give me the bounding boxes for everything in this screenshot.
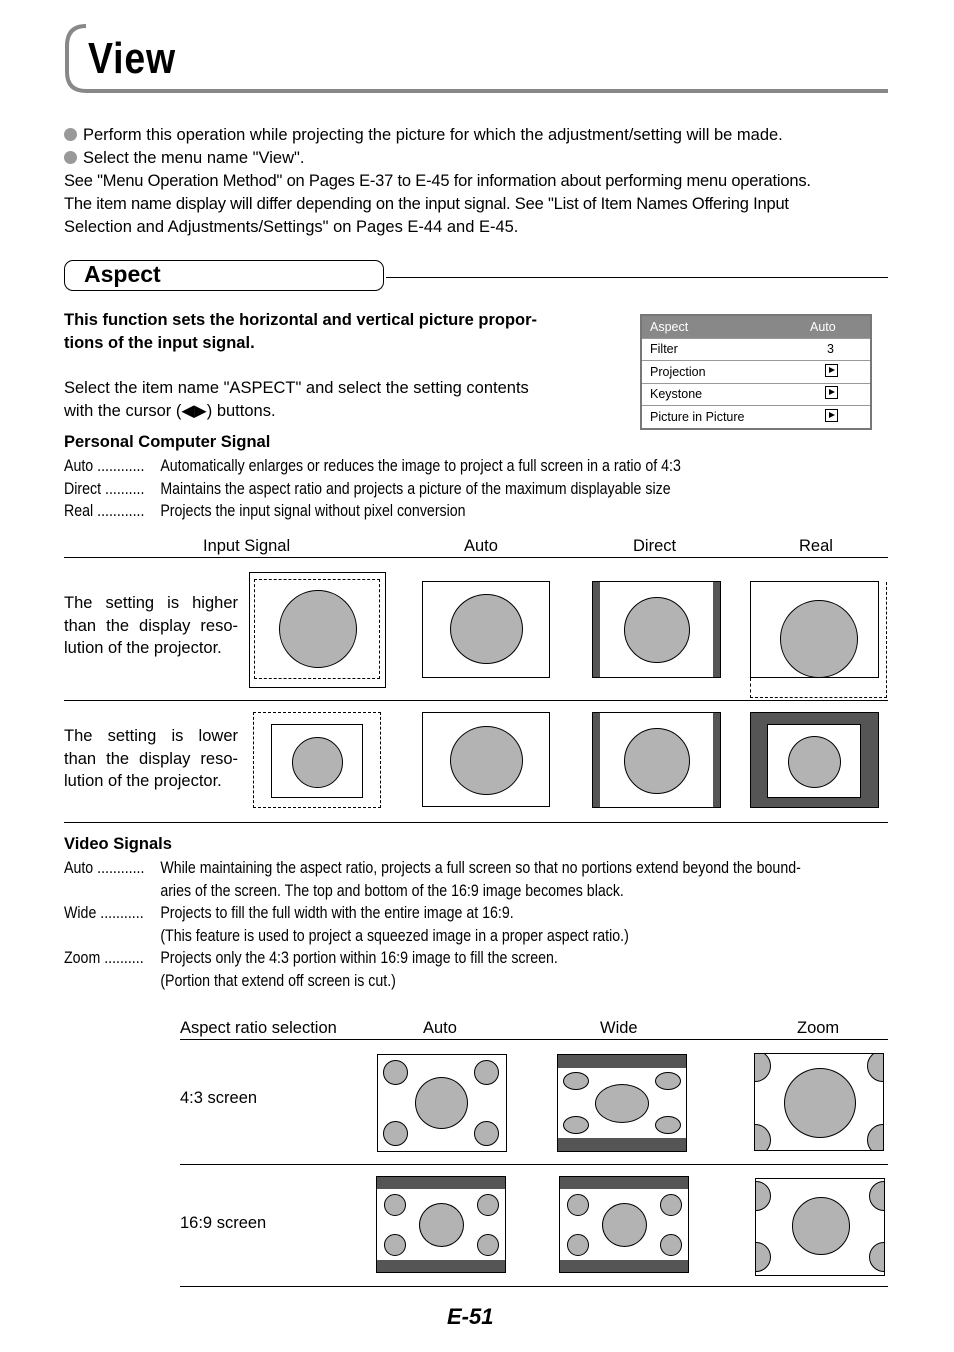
section-heading: Aspect [84,261,161,287]
image-circle [474,1060,499,1085]
definition-description: aries of the screen. The top and bottom of the 16:9 image becomes black. [160,881,624,900]
image-circle [563,1116,589,1134]
image-circle [450,726,523,795]
definition-description: (This feature is used to project a squeezed image in a proper aspect ratio.) [160,926,629,945]
image-frame [271,724,363,798]
intro-bullet-2: Select the menu name "View". [83,149,305,167]
menu-value: Auto [810,319,836,334]
definition-description: Maintains the aspect ratio and projects a picture of the maximum displayable size [160,479,671,498]
letterbox-bar [558,1055,686,1068]
image-circle [419,1203,464,1247]
aspect-instructions-line-2: with the cursor (◀▶) buttons. [64,402,276,420]
auto-higher-diagram [422,581,550,678]
image-circle [792,1197,850,1255]
input-signal-higher-diagram [249,572,386,688]
side-bar [593,713,600,807]
image-circle [660,1194,682,1216]
aspect-instructions-line-1: Select the item name "ASPECT" and select the setting contents [64,379,529,397]
image-circle [788,736,841,788]
bullet-icon [64,151,77,164]
definition-term [64,970,160,993]
row-label-higher: The setting is higher than the display reso-lution of the projector. [64,594,238,657]
zoom-16-9-diagram [755,1178,885,1276]
image-circle [384,1234,406,1256]
side-bar [713,713,720,807]
auto-lower-diagram [422,712,550,807]
definition-description: (Portion that extend off screen is cut.) [160,971,396,990]
zoom-4-3-diagram [754,1053,884,1151]
aspect-description-line-1: This function sets the horizontal and vertical picture propor- [64,311,538,329]
video-definitions [64,857,801,992]
letterbox-bar [377,1177,505,1189]
column-header-auto: Auto [423,1019,457,1037]
intro-bullet-1: Perform this operation while projecting the picture for which the adjustment/setting will be made. [83,126,783,144]
image-circle [602,1203,647,1247]
definition-description: Projects only the 4:3 portion within 16:9 image to fill the screen. [160,949,558,967]
definition-description: Projects to fill the full width with the entire image at 16:9. [160,904,514,922]
direct-higher-diagram [592,581,721,678]
definition-row [64,857,801,880]
image-circle [755,1242,771,1272]
side-bar [593,582,600,677]
table-rule [180,1039,888,1040]
menu-value: 3 [827,342,834,357]
menu-key: Picture in Picture [650,409,745,424]
image-circle [755,1181,771,1211]
row-label-16-9: 16:9 screen [180,1214,267,1232]
table-rule [64,557,888,558]
definition-term: Auto ............ [64,457,145,475]
letterbox-bar [560,1260,688,1272]
aspect-description-line-2: tions of the input signal. [64,334,255,352]
dotted-frame [750,582,887,698]
definition-term: Real ............ [64,502,145,520]
definition-row [64,947,801,970]
side-bar [713,582,720,677]
definition-description: While maintaining the aspect ratio, projects a full screen so that no portions extend beyond the bound- [160,859,801,877]
pc-signal-heading: Personal Computer Signal [64,433,271,451]
image-circle [754,1124,771,1151]
column-header-aspect-ratio: Aspect ratio selection [180,1019,337,1037]
image-circle [383,1121,408,1146]
definition-term [64,880,160,903]
aspect-description [64,309,594,355]
letterbox-bar [377,1260,505,1272]
column-header-zoom: Zoom [797,1019,840,1037]
definition-description: Projects the input signal without pixel conversion [160,502,466,520]
image-circle [383,1060,408,1085]
column-header-direct: Direct [633,537,677,555]
image-circle [477,1234,499,1256]
image-circle [869,1242,885,1272]
image-circle [784,1068,856,1138]
page-title: View [88,34,176,83]
dotted-frame [750,678,751,698]
auto-16-9-diagram [376,1176,506,1273]
wide-4-3-diagram [557,1054,687,1152]
table-rule [64,700,888,701]
intro-line-5: Selection and Adjustments/Settings" on Pages E-44 and E-45. [64,218,519,236]
row-label-lower: The setting is lower than the display reso-lution of the projector. [64,727,238,790]
aspect-instructions [64,377,594,423]
menu-row-filter [642,338,870,361]
table-rule [180,1164,888,1165]
definition-term: Wide ........... [64,904,144,922]
image-circle [660,1234,682,1256]
menu-key: Filter [650,342,678,357]
column-header-real: Real [799,537,833,555]
image-circle [563,1072,589,1090]
column-header-auto: Auto [464,537,498,555]
image-circle [292,737,343,788]
image-circle [415,1077,468,1129]
column-header-input-signal: Input Signal [203,537,291,555]
menu-key: Projection [650,364,706,379]
image-circle [624,597,690,663]
definition-row [64,902,801,925]
image-circle [474,1121,499,1146]
definition-term [64,925,160,948]
letterbox-bar [558,1138,686,1151]
letterbox-bar [560,1177,688,1189]
menu-screen [640,314,872,430]
image-circle [867,1124,884,1151]
image-circle [279,590,357,668]
definition-term: Direct .......... [64,479,145,498]
definition-row [64,455,681,478]
menu-key: Aspect [650,319,689,334]
image-circle [655,1072,681,1090]
definition-term: Auto ............ [64,859,145,877]
menu-row-picture-in-picture [642,405,870,428]
image-circle [624,728,690,794]
video-signals-heading: Video Signals [64,835,172,853]
real-lower-diagram [750,712,879,808]
table-rule [180,1286,888,1287]
menu-row-keystone [642,383,870,406]
definition-row [64,970,801,993]
image-circle [477,1194,499,1216]
definition-row [64,880,801,903]
definition-term: Zoom .......... [64,949,144,967]
page-number: E-51 [447,1304,494,1329]
title-frame [64,24,888,94]
wide-16-9-diagram [559,1176,689,1273]
definition-row [64,925,801,948]
definition-row [64,500,681,523]
pc-definitions [64,455,681,523]
image-circle [450,594,523,664]
bullet-icon [64,128,77,141]
table-rule [64,822,888,823]
image-circle [567,1194,589,1216]
image-circle [567,1234,589,1256]
image-circle [595,1084,649,1123]
definition-row [64,478,681,501]
submenu-arrow-icon [825,364,838,377]
menu-row-projection [642,360,870,383]
column-header-wide: Wide [600,1019,638,1037]
intro-text [64,124,890,239]
section-divider [386,277,888,278]
submenu-arrow-icon [825,409,838,422]
row-label-4-3: 4:3 screen [180,1089,258,1107]
direct-lower-diagram [592,712,721,808]
image-circle [655,1116,681,1134]
image-circle [384,1194,406,1216]
image-circle [869,1181,885,1211]
auto-4-3-diagram [377,1054,507,1152]
image-circle [754,1053,771,1082]
submenu-arrow-icon [825,386,838,399]
menu-key: Keystone [650,387,703,402]
image-circle [867,1053,884,1082]
intro-line-3: See "Menu Operation Method" on Pages E-37 to E-45 for information about performing menu operations. [64,172,811,190]
intro-line-4: The item name display will differ depending on the input signal. See "List of Item Names Offering Input [64,195,789,213]
image-frame [767,724,861,798]
definition-description: Automatically enlarges or reduces the image to project a full screen in a ratio of 4:3 [160,457,681,475]
input-signal-lower-diagram [253,712,381,808]
menu-row-aspect [642,316,870,338]
